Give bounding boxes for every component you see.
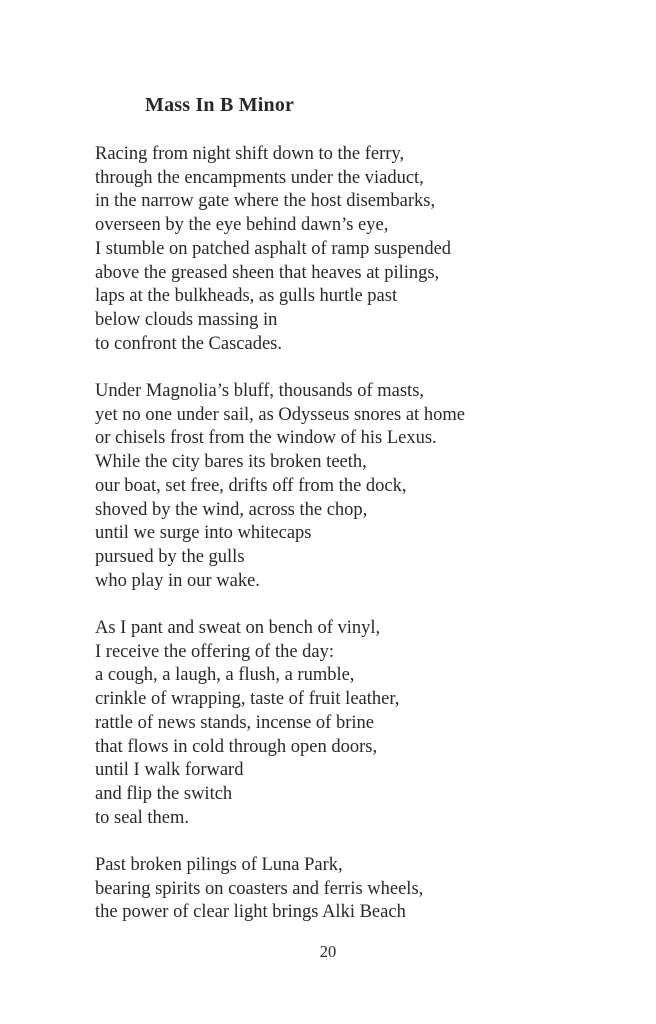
- poem-line: the power of clear light brings Alki Beach: [95, 902, 406, 923]
- poem-title: Mass In B Minor: [145, 94, 295, 116]
- poem-line: rattle of news stands, incense of brine: [95, 712, 374, 733]
- poem-line: shoved by the wind, across the chop,: [95, 499, 368, 520]
- poem-line: Racing from night shift down to the ferry,: [95, 144, 405, 164]
- poem-line: until I walk forward: [95, 760, 244, 781]
- poem-line: crinkle of wrapping, taste of fruit leather,: [95, 689, 400, 710]
- page-number: 20: [319, 942, 337, 961]
- poem-line: to confront the Cascades.: [95, 333, 282, 354]
- poem-line: yet no one under sail, as Odysseus snores at home: [95, 404, 465, 425]
- stanza: [95, 380, 596, 593]
- poem-line: through the encampments under the viaduct,: [95, 167, 424, 188]
- poem-line: below clouds massing in: [95, 309, 278, 330]
- poem-line: in the narrow gate where the host disembarks,: [95, 191, 436, 212]
- poem-line: our boat, set free, drifts off from the dock,: [95, 475, 407, 496]
- poem-line: While the city bares its broken teeth,: [95, 452, 367, 473]
- poem-line: and flip the switch: [95, 783, 233, 804]
- poem-line: laps at the bulkheads, as gulls hurtle past: [95, 286, 398, 307]
- poem-line: Under Magnolia’s bluff, thousands of masts,: [95, 381, 425, 402]
- poem-line: pursued by the gulls: [95, 546, 245, 567]
- poem-line: I receive the offering of the day:: [95, 641, 335, 662]
- poem-line: bearing spirits on coasters and ferris wheels,: [95, 878, 424, 899]
- poem-line: that flows in cold through open doors,: [95, 736, 378, 757]
- stanza: [95, 854, 596, 925]
- stanza: [95, 143, 596, 356]
- poem-line: or chisels frost from the window of his Lexus.: [95, 428, 437, 449]
- poem-body: [95, 143, 596, 925]
- poem-line: above the greased sheen that heaves at pilings,: [95, 262, 440, 283]
- poem-line: to seal them.: [95, 807, 190, 828]
- stanza: [95, 617, 596, 830]
- poem-line: who play in our wake.: [95, 570, 260, 591]
- poem-line: until we surge into whitecaps: [95, 523, 312, 544]
- poem-line: Past broken pilings of Luna Park,: [95, 855, 343, 876]
- poem-line: I stumble on patched asphalt of ramp suspended: [95, 238, 452, 259]
- poem-line: overseen by the eye behind dawn’s eye,: [95, 215, 389, 236]
- poem-line: a cough, a laugh, a flush, a rumble,: [95, 665, 355, 686]
- poem-line: As I pant and sweat on bench of vinyl,: [95, 618, 381, 639]
